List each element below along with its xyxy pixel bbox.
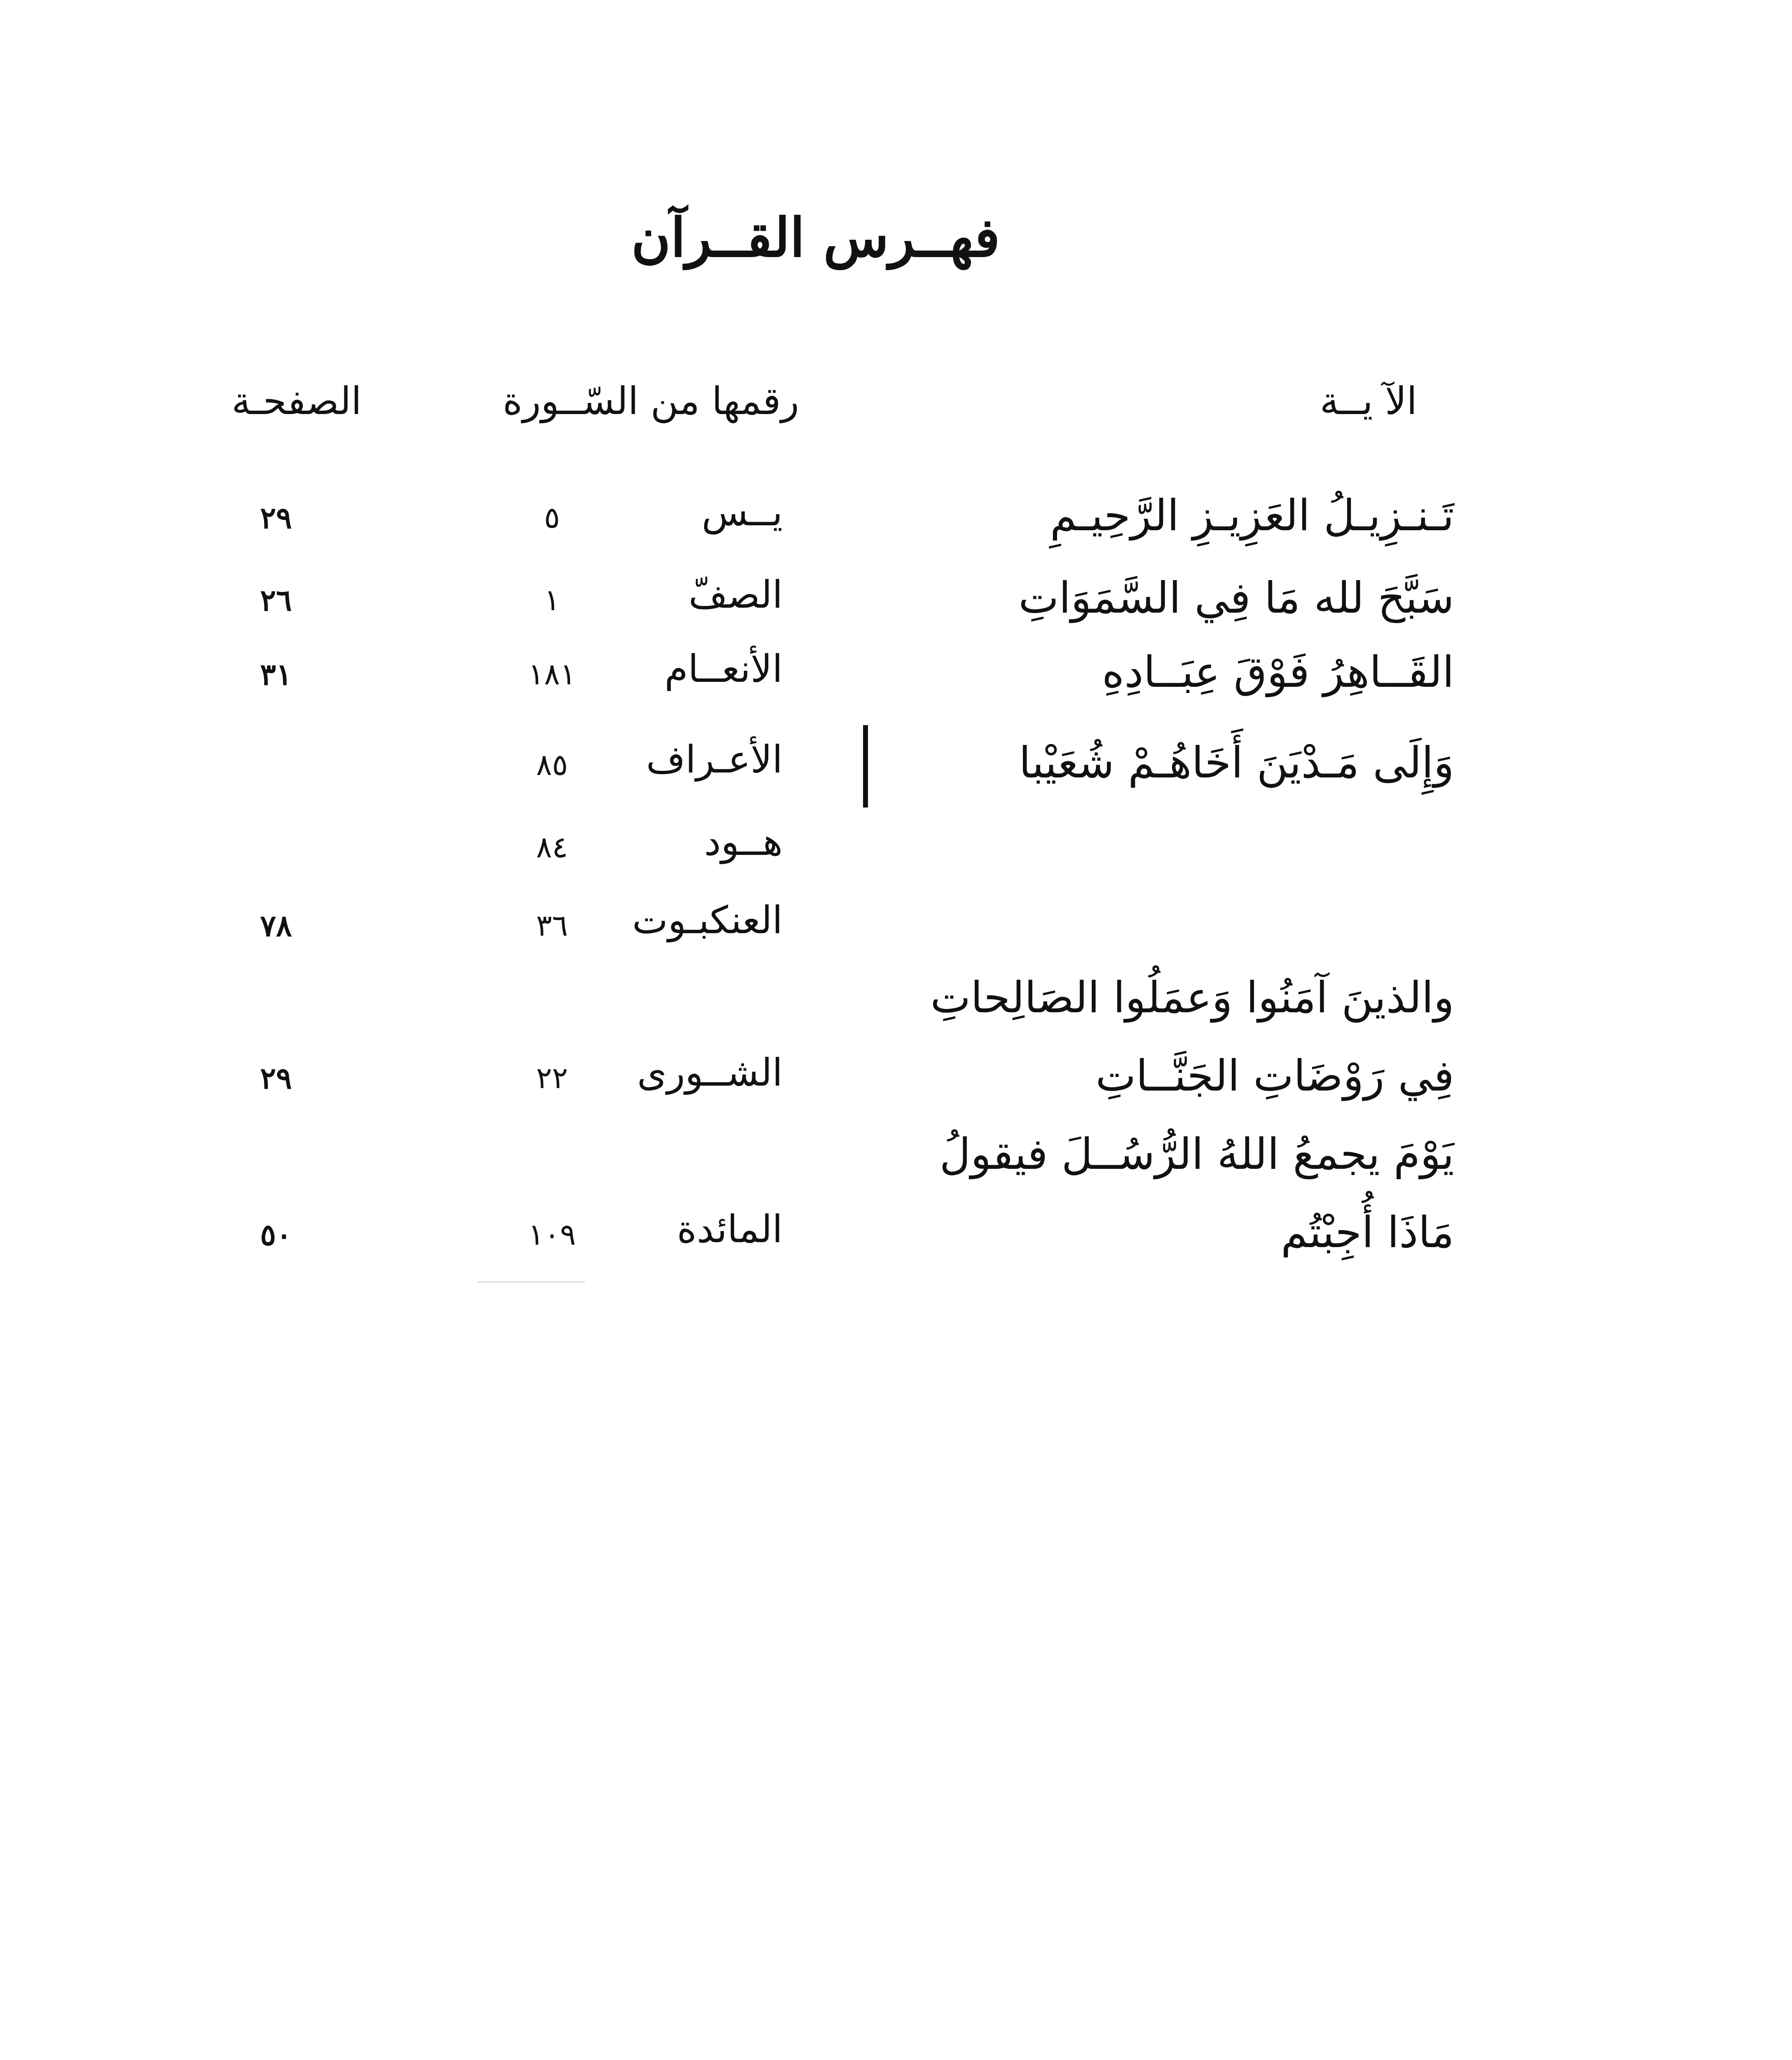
ayah-cell: وَإِلَى مَـدْيَنَ أَخَاهُـمْ شُعَيْبا <box>1019 737 1454 788</box>
divider <box>478 1281 585 1283</box>
surah-number-cell: ٣٦ <box>536 908 568 943</box>
surah-cell: المائدة <box>677 1207 783 1251</box>
page-cell: ٢٩ <box>260 500 292 535</box>
surah-cell: الأنعــام <box>664 647 783 691</box>
table-row <box>0 737 1792 816</box>
surah-number-cell: ٥ <box>544 500 560 535</box>
surah-cell: الأعـراف <box>646 737 783 782</box>
table-row <box>0 972 1792 1051</box>
table-row <box>0 490 1792 569</box>
surah-number-cell: ١٠٩ <box>528 1217 576 1252</box>
ayah-cell: يَوْمَ يجمعُ اللهُ الرُّسُــلَ فيقولُ <box>939 1129 1454 1179</box>
column-header-surah-number: رقمها من السّــورة <box>503 379 799 423</box>
surah-cell: هــود <box>704 820 783 864</box>
ayah-cell: تَـنـزِيـلُ العَزِيـزِ الرَّحِيـمِ <box>1050 490 1454 541</box>
surah-cell: الشــورى <box>637 1051 783 1095</box>
page-cell: ٢٦ <box>260 583 292 618</box>
table-row <box>0 1129 1792 1207</box>
surah-cell: الصفّ <box>688 573 783 617</box>
ayah-cell: والذينَ آمَنُوا وَعمَلُوا الصَالِحاتِ <box>930 972 1454 1023</box>
page-cell: ٢٩ <box>260 1060 292 1096</box>
page-cell: ٥٠ <box>260 1217 292 1252</box>
table-row <box>0 1051 1792 1129</box>
surah-cell: العنكبـوت <box>632 898 783 942</box>
table-row <box>0 647 1792 725</box>
page-cell: ٧٨ <box>260 908 292 943</box>
surah-number-cell: ٢٢ <box>536 1060 568 1095</box>
table-row <box>0 573 1792 651</box>
ayah-cell: سَبَّحَ لله مَا فِي السَّمَوَاتِ <box>1018 573 1454 623</box>
bracket-bar <box>863 725 868 808</box>
page-title: فهــرس القــرآن <box>631 206 1000 269</box>
surah-number-cell: ٨٤ <box>536 830 568 864</box>
ayah-cell: فِي رَوْضَاتِ الجَنَّــاتِ <box>1095 1051 1454 1101</box>
table-row <box>0 1207 1792 1285</box>
surah-number-cell: ٨٥ <box>536 747 568 782</box>
ayah-cell: القَــاهِرُ فَوْقَ عِبَــادِهِ <box>1102 647 1454 697</box>
surah-number-cell: ١٨١ <box>528 657 576 691</box>
column-header-ayah: الآ يــة <box>1319 379 1417 423</box>
table-row <box>0 898 1792 976</box>
ayah-cell: مَاذَا أُجِبْتُم <box>1281 1207 1454 1257</box>
surah-cell: يــس <box>702 490 783 534</box>
page-cell: ٣١ <box>260 657 292 692</box>
column-header-page: الصفحـة <box>232 379 362 423</box>
table-row <box>0 820 1792 898</box>
surah-number-cell: ١ <box>544 583 560 617</box>
